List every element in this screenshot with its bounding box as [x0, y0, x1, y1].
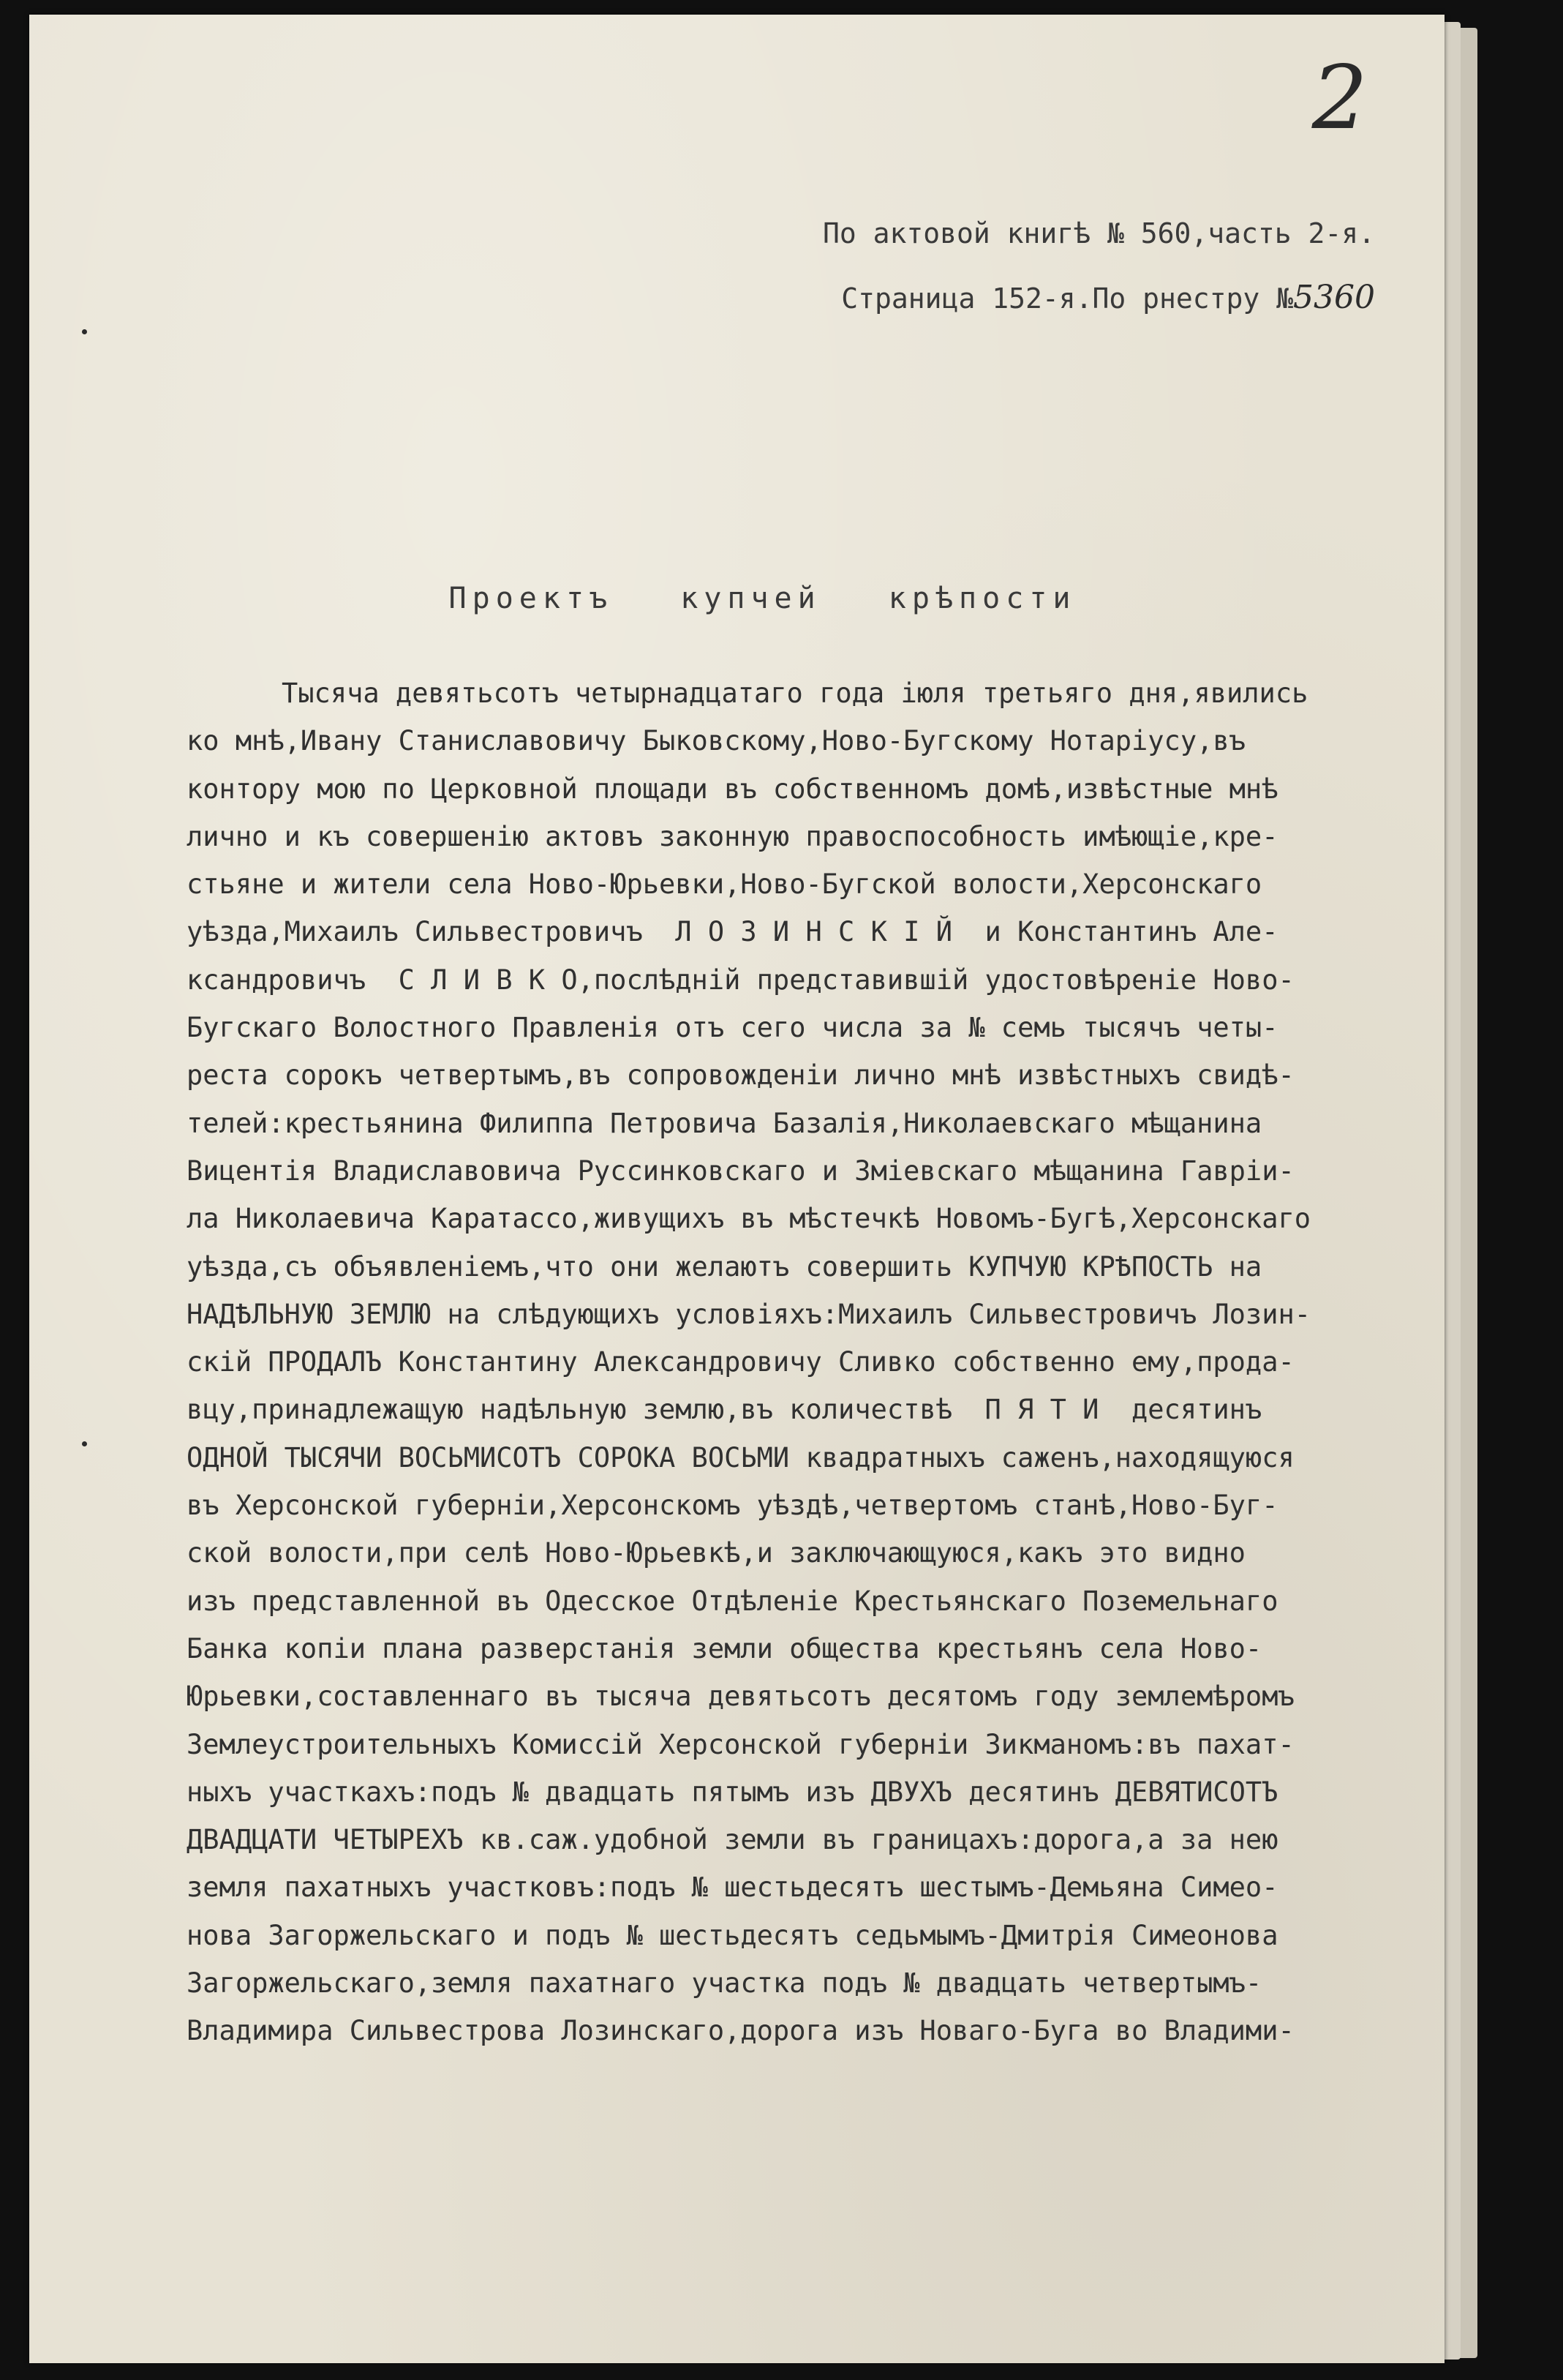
- body-line: изъ представленной въ Одесское Отдѣленiе Крестьянскаго Поземельнаго: [187, 1585, 1278, 1617]
- registry-reference-prefix: Страница 152-я.По рнестру №: [841, 282, 1294, 315]
- body-line: уѣзда,Михаилъ Сильвестровичъ Л О З И Н С К І Й и Константинъ Але-: [187, 916, 1278, 948]
- document-page: [29, 15, 1445, 2363]
- body-line: Землеустроительныхъ Комиссiй Херсонской губернiи Зикманомъ:въ пахат-: [187, 1728, 1295, 1760]
- body-line: Тысяча девятьсотъ четырнадцатаго года iюля третьяго дня,явились: [282, 677, 1308, 709]
- body-line: уѣзда,съ объявленiемъ,что они желаютъ совершить КУПЧУЮ КРѢПОСТЬ на: [187, 1250, 1262, 1283]
- body-line: земля пахатныхъ участковъ:подъ № шестьдесятъ шестымъ-Демьяна Симео-: [187, 1872, 1278, 1904]
- body-line: ДВАДЦАТИ ЧЕТЫРЕХЪ кв.саж.удобной земли въ границахъ:дорога,а за нею: [187, 1824, 1278, 1856]
- body-line: Банка копiи плана разверстанiя земли общества крестьянъ села Ново-: [187, 1632, 1262, 1664]
- body-line: стьяне и жители села Ново-Юрьевки,Ново-Бугской волости,Херсонскаго: [187, 868, 1262, 901]
- body-line: ОДНОЙ ТЫСЯЧИ ВОСЬМИСОТЪ СОРОКА ВОСЬМИ квадратныхъ саженъ,находящуюся: [187, 1441, 1295, 1474]
- body-line: Вицентiя Владиславовича Руссинковскаго и Змiевскаго мѣщанина Гаврiи-: [187, 1155, 1295, 1187]
- body-line: ской волости,при селѣ Ново-Юрьевкѣ,и заключающуюся,какъ это видно: [187, 1537, 1246, 1569]
- registry-reference-line-1: По актовой книгѣ № 560,часть 2-я.: [823, 217, 1375, 249]
- body-line: телей:крестьянина Филиппа Петровича Базалiя,Николаевскаго мѣщанина: [187, 1107, 1262, 1139]
- body-line: лично и къ совершенiю актовъ законную правоспособность имѣющiе,кре-: [187, 820, 1278, 852]
- body-line: ныхъ участкахъ:подъ № двадцать пятымъ изъ ДВУХЪ десятинъ ДЕВЯТИСОТЪ: [187, 1776, 1278, 1808]
- body-line: вцу,принадлежащую надѣльную землю,въ количествѣ П Я Т И десятинъ: [187, 1394, 1262, 1426]
- document-title: Проектъ купчей крѣпости: [448, 582, 1077, 615]
- body-line: контору мою по Церковной площади въ собственномъ домѣ,извѣстные мнѣ: [187, 773, 1278, 805]
- body-line: Юрьевки,составленнаго въ тысяча девятьсотъ десятомъ году землемѣромъ: [187, 1681, 1295, 1713]
- body-line: ксандровичъ С Л И В К О,послѣднiй представившiй удостовѣренiе Ново-: [187, 964, 1295, 996]
- folio-number: 2: [1311, 48, 1368, 149]
- binding-hole-mark: [82, 1441, 87, 1446]
- body-line: НАДѢЛЬНУЮ ЗЕМЛЮ на слѣдующихъ условiяхъ:Михаилъ Сильвестровичъ Лозин-: [187, 1298, 1311, 1330]
- body-line: Бугскаго Волостного Правленiя отъ сего числа за № семь тысячъ четы-: [187, 1012, 1278, 1044]
- body-line: въ Херсонской губернiи,Херсонскомъ уѣздѣ,четвертомъ станѣ,Ново-Буг-: [187, 1490, 1278, 1522]
- handwritten-register-number: 5360: [1293, 279, 1375, 316]
- body-line: ла Николаевича Каратассо,живущихъ въ мѣстечкѣ Новомъ-Бугѣ,Херсонскаго: [187, 1203, 1311, 1235]
- registry-reference-line-2: [823, 266, 1375, 331]
- binding-hole-mark: [82, 329, 87, 334]
- registry-reference: [823, 201, 1375, 331]
- body-line: скiй ПРОДАЛЪ Константину Александровичу Сливко собственно ему,прода-: [187, 1346, 1295, 1378]
- body-line: Загоржельскаго,земля пахатнаго участка подъ № двадцать четвертымъ-: [187, 1967, 1262, 2000]
- document-body: [187, 669, 1474, 2055]
- body-line: ко мнѣ,Ивану Станиславовичу Быковскому,Ново-Бугскому Нотарiусу,въ: [187, 725, 1246, 757]
- body-line: Владимира Сильвестрова Лозинскаго,дорога изъ Новаго-Буга во Владими-: [187, 2015, 1295, 2047]
- body-line: реста сорокъ четвертымъ,въ сопровожденiи лично мнѣ извѣстныхъ свидѣ-: [187, 1059, 1295, 1092]
- body-line: нова Загоржельскаго и подъ № шестьдесятъ седьмымъ-Дмитрiя Симеонова: [187, 1919, 1278, 1951]
